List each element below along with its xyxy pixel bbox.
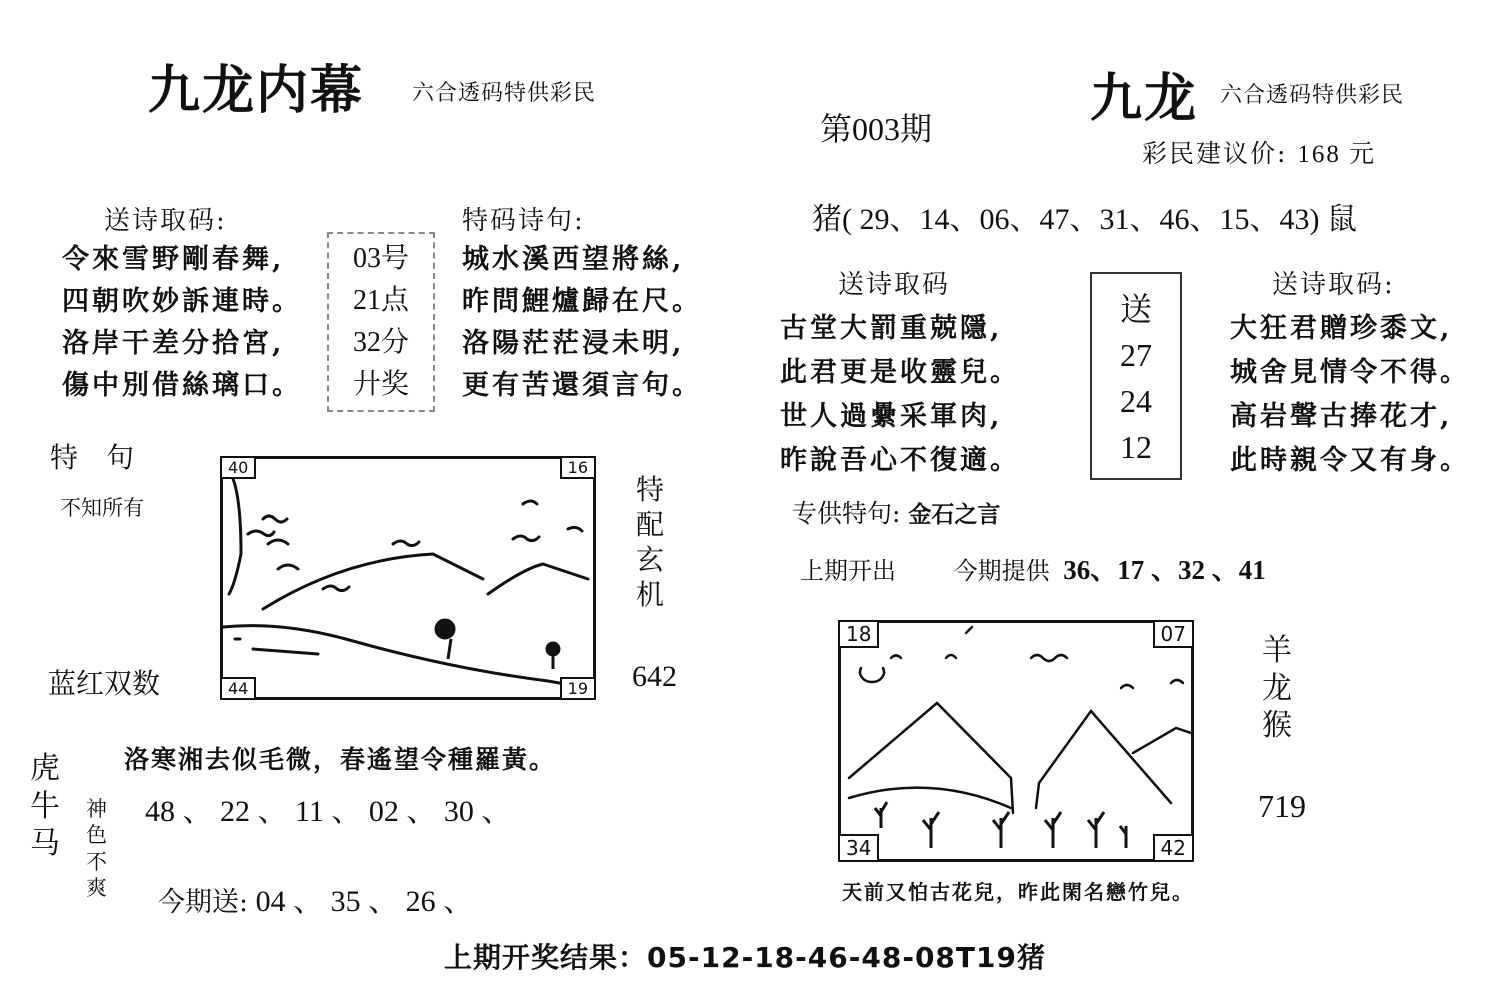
left-poem-block xyxy=(62,200,302,407)
last-issue-label: 上期开出 xyxy=(800,557,896,585)
right-subtitle: 六合透码特供彩民 xyxy=(1220,83,1405,108)
corner-number: 44 xyxy=(220,677,256,700)
right-special-row xyxy=(792,494,1000,530)
vertical-char: 特 xyxy=(636,473,665,506)
landscape-drawing xyxy=(841,623,1191,859)
corner-number: 18 xyxy=(838,620,879,648)
vertical-char: 配 xyxy=(636,508,665,541)
right-poem-right-block xyxy=(1230,264,1470,483)
corner-number: 07 xyxy=(1153,620,1194,648)
zodiac-vertical xyxy=(30,750,60,863)
zodiac-numbers: 29、14、06、47、31、46、15、43 xyxy=(859,203,1310,236)
left-title: 九龙内幕 xyxy=(148,60,365,121)
right-center-box xyxy=(1090,272,1182,480)
poem-line: 洛岸干差分拾宮, xyxy=(62,328,285,359)
left-side-number: 642 xyxy=(632,660,677,693)
vertical-char: 不 xyxy=(86,849,107,874)
right-poem-left-heading: 送诗取码 xyxy=(838,270,951,300)
vertical-char: 爽 xyxy=(86,875,107,900)
zodiac-start: 猪 xyxy=(812,203,842,236)
number: 11 xyxy=(295,795,324,828)
left-special-value: 不知所有 xyxy=(60,496,144,520)
vertical-char: 牛 xyxy=(30,788,60,824)
poem-line: 此君更是收靈兒。 xyxy=(780,357,1020,388)
poem-line: 古堂大罰重兢隱, xyxy=(780,313,1003,344)
price-value: 168 元 xyxy=(1297,141,1377,168)
number: 30 xyxy=(443,795,474,828)
issue-row xyxy=(800,548,1266,587)
price-row xyxy=(1142,134,1376,170)
vertical-char: 机 xyxy=(636,578,665,611)
number: 04 xyxy=(255,885,286,918)
corner-number: 16 xyxy=(560,456,596,479)
poem-line: 令來雪野剛春舞, xyxy=(62,244,285,275)
right-special-value: 金石之言 xyxy=(908,501,1001,528)
box-line: 廾奖 xyxy=(352,369,409,400)
right-side-vertical xyxy=(1262,632,1292,745)
send-row: 今期送: 04 、 35 、 26 、 xyxy=(158,885,474,918)
left-subtitle: 六合透码特供彩民 xyxy=(412,81,597,106)
right-caption: 天前又怕古花兒，昨此閑名戀竹兒。 xyxy=(842,880,1194,904)
poem-line: 昨問鯉爐歸在尺。 xyxy=(462,286,702,317)
poem-line: 大狂君贈珍黍文, xyxy=(1230,313,1453,344)
number: 48 xyxy=(145,795,175,828)
corner-number: 42 xyxy=(1153,834,1194,862)
corner-number: 40 xyxy=(220,456,256,479)
left-bottom-poem: 洛寒湘去似毛微，春遙望令種羅黃。 xyxy=(124,745,557,774)
right-landscape-sketch xyxy=(838,620,1194,862)
last-result-row xyxy=(444,936,1046,976)
box-line: 03号 xyxy=(352,243,409,274)
blue-red-label: 蓝红双数 xyxy=(48,667,161,700)
poem-line: 世人過纍采軍肉, xyxy=(780,401,1003,432)
vertical-char: 玄 xyxy=(636,543,665,576)
price-label: 彩民建议价: xyxy=(1142,139,1288,168)
last-result-value: 05-12-18-46-48-08T19猪 xyxy=(647,941,1046,974)
poem-line: 四朝吹妙訴連時。 xyxy=(62,286,302,317)
this-issue-numbers: 36、17 、32 、41 xyxy=(1063,555,1266,585)
mood-vertical xyxy=(86,796,107,901)
poem-line: 昨說吾心不復適。 xyxy=(780,445,1020,476)
left-center-box xyxy=(327,232,435,412)
box-line: 12 xyxy=(1120,429,1152,465)
landscape-drawing xyxy=(223,459,593,697)
box-line: 32分 xyxy=(352,327,409,358)
vertical-char: 虎 xyxy=(30,751,60,786)
right-poem-right-heading: 送诗取码: xyxy=(1272,270,1395,300)
poem-line: 傷中別借絲璃口。 xyxy=(62,370,302,401)
vertical-char: 色 xyxy=(86,823,107,848)
right-side-number: 719 xyxy=(1258,788,1306,824)
last-result-label: 上期开奖结果： xyxy=(444,941,648,974)
left-landscape-sketch xyxy=(220,456,596,700)
left-special-label: 特 句 xyxy=(50,441,135,474)
box-line: 27 xyxy=(1120,337,1152,373)
number: 35 xyxy=(330,885,361,918)
right-poem-left-block xyxy=(780,264,1020,483)
number: 02 xyxy=(368,795,399,828)
box-line: 21点 xyxy=(352,285,409,316)
vertical-char: 猴 xyxy=(1262,708,1292,743)
send-label: 今期送: xyxy=(158,887,249,918)
left-number-row: 48 、 22 、 11 、 02 、 30 、 xyxy=(145,795,512,828)
poem-line: 城水溪西望將絲, xyxy=(462,244,685,275)
zodiac-range: 猪( 29、14、06、47、31、46、15、43) 鼠 xyxy=(812,203,1357,236)
left-special-poem-block xyxy=(462,200,702,407)
poem-line: 城舍見情令不得。 xyxy=(1230,357,1470,388)
poem-line: 高岩聲古捧花才, xyxy=(1230,401,1453,432)
number: 26 xyxy=(405,885,436,918)
box-line: 送 xyxy=(1119,291,1152,327)
vertical-char: 羊 xyxy=(1262,633,1292,668)
number: 22 xyxy=(220,795,250,828)
corner-number: 19 xyxy=(560,677,596,700)
right-special-label: 专供特句: xyxy=(792,499,901,528)
left-poem-heading: 送诗取码: xyxy=(104,206,227,236)
issue-number: 第003期 xyxy=(820,111,933,147)
box-line: 24 xyxy=(1120,383,1152,419)
vertical-char: 神 xyxy=(86,797,107,821)
poem-line: 更有苦還須言句。 xyxy=(462,370,702,401)
vertical-char: 马 xyxy=(30,826,60,861)
vertical-char: 龙 xyxy=(1262,670,1292,706)
poem-line: 洛陽茫茫浸未明, xyxy=(462,328,685,359)
corner-number: 34 xyxy=(838,834,879,862)
zodiac-end: 鼠 xyxy=(1327,203,1357,236)
this-issue-label: 今期提供 xyxy=(953,557,1050,585)
left-side-vertical xyxy=(636,472,664,612)
right-title: 九龙 xyxy=(1090,68,1199,129)
left-special-poem-heading: 特码诗句: xyxy=(462,206,585,236)
poem-line: 此時親令又有身。 xyxy=(1230,445,1470,476)
